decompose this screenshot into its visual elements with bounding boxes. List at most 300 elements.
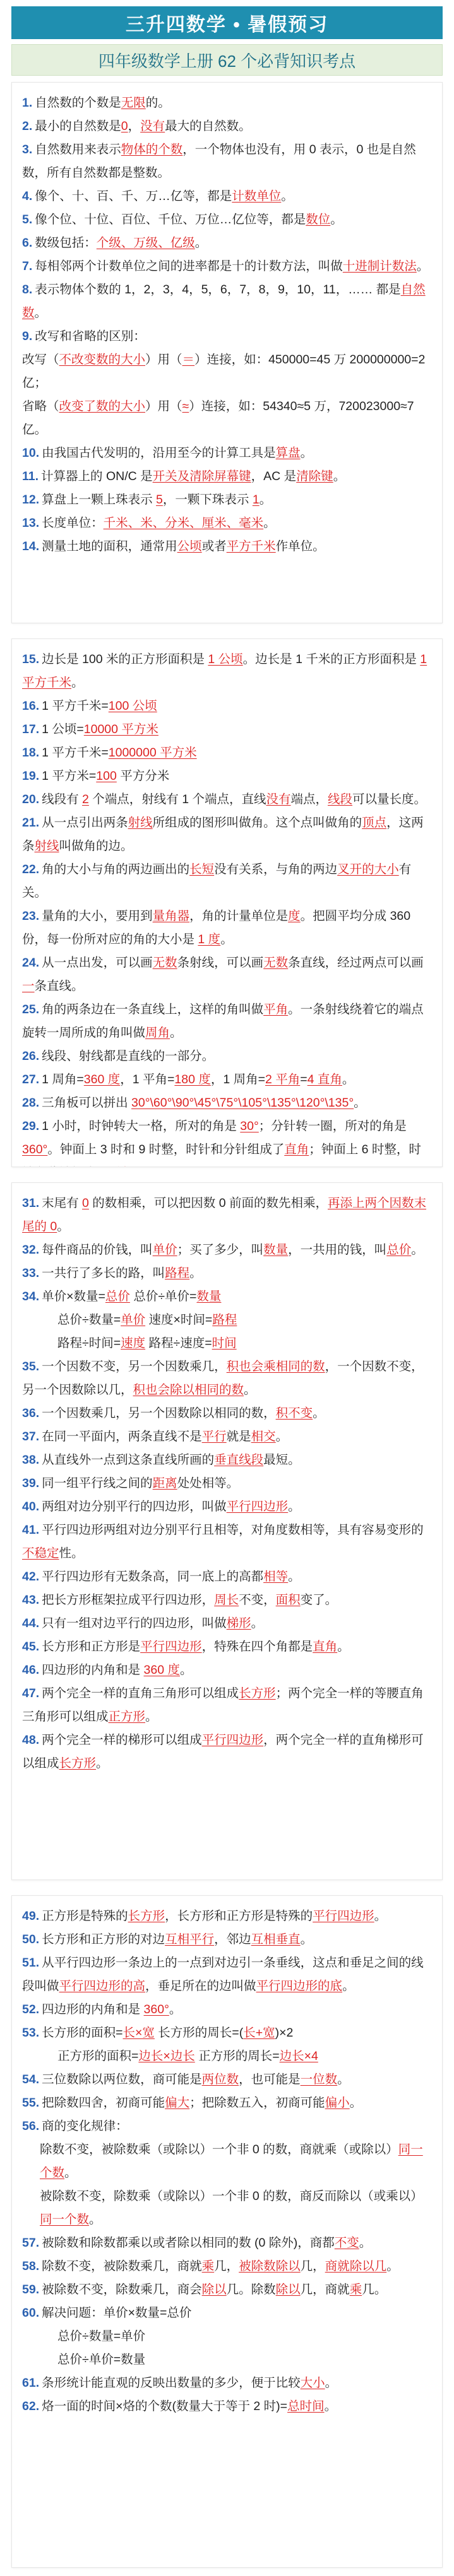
point-text: 。 [342, 1073, 355, 1086]
knowledge-point [22, 1682, 432, 1729]
knowledge-point [22, 1659, 432, 1682]
point-number: 38. [22, 1453, 40, 1467]
key-answer: 5 [156, 493, 163, 507]
knowledge-point [22, 695, 432, 718]
key-answer: 周长 [214, 1593, 239, 1607]
key-answer: 数量 [263, 1243, 289, 1257]
point-text: 边长是 100 米的正方形面积是 [42, 652, 208, 666]
point-text: 解决问题：单价×数量=总价 [42, 2306, 192, 2320]
knowledge-point [22, 998, 432, 1045]
point-number: 7. [22, 259, 33, 273]
point-text: 性。 [59, 1546, 84, 1560]
key-answer: 千米、米、分米、厘米、毫米 [103, 516, 264, 530]
point-number: 39. [22, 1476, 40, 1490]
point-text: 。 [251, 1616, 264, 1630]
point-number: 47. [22, 1686, 40, 1700]
point-text: 。 [288, 1570, 301, 1584]
point-text: 。 [313, 1406, 325, 1420]
point-text: 从一点引出两条 [42, 816, 128, 830]
point-text: 长方形的面积= [42, 2026, 123, 2040]
point-number: 21. [22, 816, 40, 830]
knowledge-point [22, 1495, 432, 1519]
point-text: ，两个完全一样的直角梯形可以组成 [22, 1733, 424, 1770]
knowledge-point [22, 951, 432, 998]
knowledge-point [22, 535, 432, 558]
point-text: 两个完全一样的直角三角形可以组成 [42, 1686, 239, 1700]
key-answer: 个级、万级、亿级 [96, 236, 195, 250]
point-number: 12. [22, 493, 40, 507]
point-number: 58. [22, 2259, 40, 2273]
key-answer: 总时间 [287, 2399, 325, 2413]
knowledge-point [22, 2232, 432, 2255]
point-text: 表示物体个数的 1，2，3，4，5，6，7，8，9，10，11，…… 都是 [35, 283, 401, 297]
point-number: 4. [22, 189, 33, 203]
point-number: 5. [22, 213, 33, 226]
point-text: 所组成的图形叫做角。这个点叫做角的 [152, 816, 362, 830]
point-text: 除数不变，被除数乘几，商就 [42, 2259, 202, 2273]
knowledge-point [22, 1332, 432, 1355]
knowledge-point [22, 1612, 432, 1635]
point-text: 从一点出发，可以画 [42, 956, 153, 970]
point-text: 。 [89, 2213, 102, 2226]
point-number: 14. [22, 539, 40, 553]
point-text: 。 [96, 1756, 109, 1770]
point-number: 60. [22, 2306, 40, 2320]
point-text: 测量土地的面积，通常用 [42, 539, 177, 553]
point-text: = [300, 1073, 308, 1086]
point-text: 。把圆平均分成 360 份，每一份所对应的角的大小是 [22, 909, 411, 946]
key-answer: 路程 [165, 1266, 190, 1280]
knowledge-point [22, 1635, 432, 1659]
point-number: 26. [22, 1049, 40, 1063]
key-answer: 一位数 [300, 2073, 338, 2086]
point-text: 作单位。 [275, 539, 325, 553]
point-text: 。 [259, 493, 272, 507]
key-answer: 100 公顷 [108, 699, 157, 713]
point-number: 43. [22, 1593, 40, 1607]
point-text: ，一颗下珠表示 [162, 493, 253, 507]
point-text: 几，商就 [300, 2283, 350, 2297]
knowledge-point [22, 1425, 432, 1449]
key-answer: 长×宽 [122, 2026, 155, 2040]
point-text: 变了。 [300, 1593, 338, 1607]
point-text: 算盘上一颗上珠表示 [42, 493, 157, 507]
point-text: ；两个完全一样的等腰直角三角形可以组成 [22, 1686, 424, 1724]
knowledge-point [22, 858, 432, 905]
key-answer: 改变了数的大小 [59, 399, 146, 413]
point-text: 平行四边形有无数条高，同一底上的高都 [42, 1570, 264, 1584]
knowledge-point [22, 348, 432, 395]
point-text: 。钟面上 3 时和 9 时整，时针和分针组成了 [47, 1143, 285, 1156]
point-text: 条射线，可以画 [177, 956, 264, 970]
key-answer: 叉开的大小 [337, 862, 399, 876]
point-number: 61. [22, 2376, 40, 2390]
key-answer: 两位数 [201, 2073, 239, 2086]
point-text: 除数不变，被除数乘（或除以）一个非 0 的数，商就乘（或除以） [40, 2143, 398, 2156]
point-text: 正方形的周长= [194, 2049, 280, 2063]
point-text: ，一个因数不变，另一个因数除以几， [22, 1360, 424, 1397]
point-text: 商的变化规律： [42, 2119, 128, 2133]
point-number: 25. [22, 1003, 40, 1016]
point-text: 。 [411, 1243, 424, 1257]
page [0, 6, 454, 2576]
knowledge-point [22, 2255, 432, 2278]
point-text: 。 [263, 516, 276, 530]
point-text: 。 [57, 1220, 69, 1233]
point-text: 末尾有 [42, 1196, 83, 1210]
point-text: 。 [281, 189, 294, 203]
knowledge-point [22, 1045, 432, 1068]
key-answer: 相等 [263, 1570, 289, 1584]
key-answer: 不改变数的大小 [59, 353, 146, 367]
point-number: 57. [22, 2236, 40, 2250]
key-answer: 总价 [386, 1243, 412, 1257]
point-text: ；把除数五入，初商可能 [189, 2096, 325, 2110]
knowledge-point [22, 2348, 432, 2372]
point-number: 34. [22, 1290, 40, 1303]
point-number: 2. [22, 119, 33, 133]
point-text: 的数相乘，可以把因数 0 前面的数先相乘， [88, 1196, 328, 1210]
point-text: 由我国古代发明的，沿用至今的计算工具是 [42, 446, 276, 460]
point-text: 几， [214, 2259, 239, 2273]
knowledge-point [22, 1565, 432, 1589]
point-number: 22. [22, 862, 40, 876]
point-text: 每相邻两个计数单位之间的进率都是十的计数方法，叫做 [35, 259, 343, 273]
point-text: 不变， [239, 1593, 276, 1607]
point-text: ，也可能是 [239, 2073, 301, 2086]
point-text: 自然数的个数是 [35, 96, 121, 110]
point-number: 27. [22, 1073, 40, 1086]
point-text: 两个完全一样的梯形可以组成 [42, 1733, 202, 1747]
key-answer: 计数单位 [232, 189, 282, 203]
point-text: 三位数除以两位数，商可能是 [42, 2073, 202, 2086]
page-title: 三升四数学 • 暑假预习 [11, 6, 443, 39]
point-text: 。边长是 1 千米的正方形面积是 [242, 652, 421, 666]
point-text: 。 [179, 1663, 193, 1677]
point-text: 一个因数乘几，另一个因数除以相同的数， [42, 1406, 276, 1420]
knowledge-point [22, 115, 432, 138]
point-number: 23. [22, 909, 40, 923]
point-text: 最小的自然数是 [35, 119, 121, 133]
key-answer: 平行四边形 [226, 1500, 289, 1514]
point-text: 几， [300, 2259, 325, 2273]
key-answer: 无限 [121, 96, 146, 110]
point-text: 。 [337, 1640, 350, 1654]
point-number: 32. [22, 1243, 40, 1257]
point-text: 路程÷时间= [57, 1336, 121, 1350]
point-text: 总价÷数量=单价 [57, 2329, 146, 2343]
key-answer: 互相垂直 [251, 1932, 301, 1946]
knowledge-point [22, 1449, 432, 1472]
point-text: 。 [194, 236, 208, 250]
point-text: 两组对边分别平行的四边形，叫做 [42, 1500, 227, 1514]
point-text: 就是 [226, 1430, 251, 1444]
knowledge-point [22, 765, 432, 788]
point-text: 条直线。 [34, 979, 84, 993]
knowledge-point [22, 232, 432, 255]
point-text: ，一共用的钱，叫 [288, 1243, 387, 1257]
knowledge-point [22, 91, 432, 115]
key-answer: 1 公顷 [208, 652, 243, 666]
point-text: 路程÷速度= [145, 1336, 212, 1350]
key-answer: 长+宽 [243, 2026, 275, 2040]
knowledge-point [22, 1309, 432, 1332]
point-text: 。 [71, 676, 84, 690]
point-number: 53. [22, 2026, 40, 2040]
point-text: 可以量长度。 [352, 792, 427, 806]
key-answer: 平行四边形 [201, 1733, 264, 1747]
knowledge-point [22, 2395, 432, 2418]
point-text: 端点， [290, 792, 328, 806]
key-answer: 算盘 [275, 446, 301, 460]
key-answer: 边长×4 [279, 2049, 318, 2063]
point-text: 几。除数 [226, 2283, 276, 2297]
key-answer: 乘 [201, 2259, 215, 2273]
point-number: 1. [22, 96, 33, 110]
point-text: 三角板可以拼出 [42, 1096, 132, 1110]
key-answer: 360° [143, 2003, 169, 2016]
point-text: 省略（ [22, 399, 59, 413]
key-answer: 直角 [313, 1640, 338, 1654]
point-text: 被除数和除数都乘以或者除以相同的数 (0 除外)，商都 [42, 2236, 335, 2250]
key-answer: 0 [82, 1196, 89, 1210]
point-text: 总价÷数量= [57, 1313, 121, 1327]
point-text: 长方形和正方形的对边 [42, 1932, 165, 1946]
point-text: )×2 [275, 2026, 294, 2040]
point-number: 49. [22, 1909, 40, 1923]
knowledge-point [22, 1238, 432, 1262]
point-number: 46. [22, 1663, 40, 1677]
point-text: 几。 [362, 2283, 387, 2297]
knowledge-point [22, 1928, 432, 1951]
knowledge-point [22, 512, 432, 535]
knowledge-point [22, 2185, 432, 2232]
point-text: 数级包括： [35, 236, 97, 250]
key-answer: 物体的个数 [121, 143, 183, 156]
knowledge-point [22, 741, 432, 765]
knowledge-point [22, 1402, 432, 1425]
point-text: 。 [342, 1979, 355, 1993]
point-text: 从平行四边形一条边上的一点到对边引一条垂线，这点和垂足之间的线段叫做 [22, 1956, 424, 1993]
knowledge-point [22, 1068, 432, 1091]
point-text: 条直线，经过两点可以画 [288, 956, 424, 970]
point-number: 9. [22, 329, 33, 343]
point-text: 叫做角的边。 [59, 839, 133, 853]
point-text: 长度单位： [42, 516, 104, 530]
point-text: 。 [275, 1430, 289, 1444]
key-answer: 射线 [34, 839, 59, 853]
point-text: 正方形是特殊的 [42, 1909, 128, 1923]
point-text: 个端点，射线有 1 个端点，直线 [88, 792, 266, 806]
point-text: 没有关系，与角的两边 [214, 862, 338, 876]
key-answer: 乘 [349, 2283, 362, 2297]
point-text: 。一条射线绕着它的端点旋转一周所成的角叫做 [22, 1003, 424, 1040]
key-answer: 互相平行 [165, 1932, 215, 1946]
point-text: ；分针转一圈，所对的角是 [258, 1119, 407, 1133]
point-text: 。 [337, 2073, 350, 2086]
point-text: ，垂足所在的边叫做 [145, 1979, 256, 1993]
point-number: 28. [22, 1096, 40, 1110]
point-text: 一个因数不变，另一个因数乘几， [42, 1360, 227, 1373]
point-text: 改写和省略的区别： [35, 329, 146, 343]
key-answer: 30°\60°\90°\45°\75°\105°\135°\120°\135° [131, 1096, 354, 1110]
point-text: ，一个物体也没有，用 0 表示，0 也是自然数，所有自然数都是整数。 [22, 143, 416, 180]
knowledge-point [22, 905, 432, 951]
knowledge-point [22, 278, 432, 325]
key-answer: 1 平方千米 [22, 652, 427, 690]
key-answer: 长方形 [59, 1756, 97, 1770]
point-number: 55. [22, 2096, 40, 2110]
knowledge-point [22, 488, 432, 512]
point-number: 20. [22, 792, 40, 806]
key-answer: 积也会除以相同的数 [133, 1383, 244, 1397]
point-text: 自然数用来表示 [35, 143, 121, 156]
key-answer: 量角器 [152, 909, 190, 923]
point-number: 41. [22, 1523, 40, 1537]
knowledge-card-2 [11, 638, 443, 1167]
key-answer: ＝ [182, 353, 195, 367]
point-text: 。 [300, 446, 313, 460]
knowledge-point [22, 2091, 432, 2115]
point-text: 。 [220, 932, 233, 946]
point-text: 把长方形框架拉成平行四边形， [42, 1593, 215, 1607]
point-text: 线段有 [42, 792, 83, 806]
key-answer: 偏小 [325, 2096, 350, 2110]
point-text: 1 平方千米= [42, 746, 109, 760]
point-text: ）用（ [145, 353, 182, 367]
key-answer: 面积 [275, 1593, 301, 1607]
knowledge-point [22, 648, 432, 695]
point-text: 一共行了多长的路，叫 [42, 1266, 165, 1280]
knowledge-point [22, 788, 432, 811]
point-text: 烙一面的时间×烙的个数(数量大于等于 2 时)= [42, 2399, 288, 2413]
point-number: 52. [22, 2003, 40, 2016]
point-text: 长方形的周长=( [154, 2026, 244, 2040]
knowledge-point [22, 2325, 432, 2348]
key-answer: 被除数除以 [239, 2259, 301, 2273]
key-answer: 长方形 [239, 1686, 276, 1700]
key-answer: 长方形 [128, 1909, 165, 1923]
point-number: 8. [22, 283, 33, 297]
point-text: 。 [333, 469, 346, 483]
point-number: 15. [22, 652, 40, 666]
point-text: 把除数四舍，初商可能 [42, 2096, 165, 2110]
point-text: 总价÷单价= [129, 1290, 197, 1303]
point-number: 45. [22, 1640, 40, 1654]
point-text: 最短。 [263, 1453, 301, 1467]
knowledge-point [22, 138, 432, 185]
key-answer: 平行 [201, 1430, 227, 1444]
point-text: 。 [324, 2399, 337, 2413]
point-text: ，长方形和正方形是特殊的 [165, 1909, 313, 1923]
key-answer: 射线 [128, 816, 153, 830]
key-answer: 平行四边形的高 [59, 1979, 146, 1993]
point-text: 。 [386, 2259, 399, 2273]
point-number: 62. [22, 2399, 40, 2413]
knowledge-point [22, 325, 432, 348]
key-answer: 偏大 [165, 2096, 190, 2110]
knowledge-point [22, 2302, 432, 2325]
point-text: 。 [359, 2236, 372, 2250]
point-number: 56. [22, 2119, 40, 2133]
knowledge-point [22, 2138, 432, 2185]
key-answer: 周角 [145, 1026, 170, 1040]
key-answer: 积不变 [275, 1406, 313, 1420]
knowledge-point [22, 208, 432, 232]
knowledge-point [22, 2021, 432, 2045]
key-answer: 360° [22, 1143, 48, 1156]
key-answer: 速度 [121, 1336, 146, 1350]
key-answer: 一 [22, 979, 35, 993]
knowledge-point [22, 1589, 432, 1612]
point-text: 长方形和正方形是 [42, 1640, 141, 1654]
knowledge-point [22, 255, 432, 278]
key-answer: 边长×边长 [138, 2049, 195, 2063]
point-text: 被除数不变，除数乘（或除以）一个非 0 的数，商反而除以（或乘以） [40, 2189, 423, 2203]
point-text: 从直线外一点到这条直线所画的 [42, 1453, 215, 1467]
key-answer: 同一个数 [40, 2143, 423, 2180]
key-answer: ≈ [182, 399, 189, 413]
point-text: 速度×时间= [145, 1313, 213, 1327]
knowledge-point [22, 718, 432, 741]
knowledge-point [22, 465, 432, 488]
key-answer: 2 [82, 792, 89, 806]
point-text: 。 [330, 213, 343, 226]
point-number: 44. [22, 1616, 40, 1630]
point-text: 或者 [201, 539, 227, 553]
key-answer: 平行四边形 [313, 1909, 374, 1923]
knowledge-card-4 [11, 1895, 443, 2568]
key-answer: 清除键 [296, 469, 333, 483]
point-number: 11. [22, 469, 39, 483]
key-answer: 数位 [306, 213, 331, 226]
key-answer: 平方千米 [226, 539, 276, 553]
point-number: 6. [22, 236, 33, 250]
knowledge-point [22, 2068, 432, 2091]
point-number: 35. [22, 1360, 40, 1373]
point-text: 。 [374, 1909, 387, 1923]
point-text: 计算器上的 ON/C 是 [41, 469, 153, 483]
knowledge-point [22, 1262, 432, 1285]
point-number: 51. [22, 1956, 40, 1970]
point-text: ）连接，如：450000=45 万 200000000=2 亿； [22, 353, 426, 390]
point-text: 1 公顷= [42, 722, 84, 736]
point-text: 四边形的内角和是 [42, 1663, 144, 1677]
key-answer: 距离 [152, 1476, 177, 1490]
key-answer: 长短 [189, 862, 215, 876]
key-answer: 4 直角 [307, 1073, 342, 1086]
knowledge-point [22, 1519, 432, 1565]
knowledge-point [22, 811, 432, 858]
knowledge-point [22, 1998, 432, 2021]
knowledge-point [22, 2045, 432, 2068]
key-answer: 数量 [196, 1290, 222, 1303]
key-answer [109, 1166, 133, 1167]
point-text: ，邻边 [214, 1932, 251, 1946]
point-text: 。 [244, 1383, 256, 1397]
point-text: ）用（ [145, 399, 182, 413]
point-text: 。 [325, 2376, 338, 2390]
point-number: 37. [22, 1430, 40, 1444]
point-text: ，特殊在四个角都是 [201, 1640, 313, 1654]
point-text: 只有一组对边平行的四边形，叫做 [42, 1616, 227, 1630]
knowledge-point [22, 1472, 432, 1495]
key-answer: 除以 [275, 2283, 301, 2297]
key-answer: 度 [288, 909, 301, 923]
knowledge-point [22, 1729, 432, 1775]
knowledge-point [22, 442, 432, 465]
key-answer: 路程 [212, 1313, 237, 1327]
